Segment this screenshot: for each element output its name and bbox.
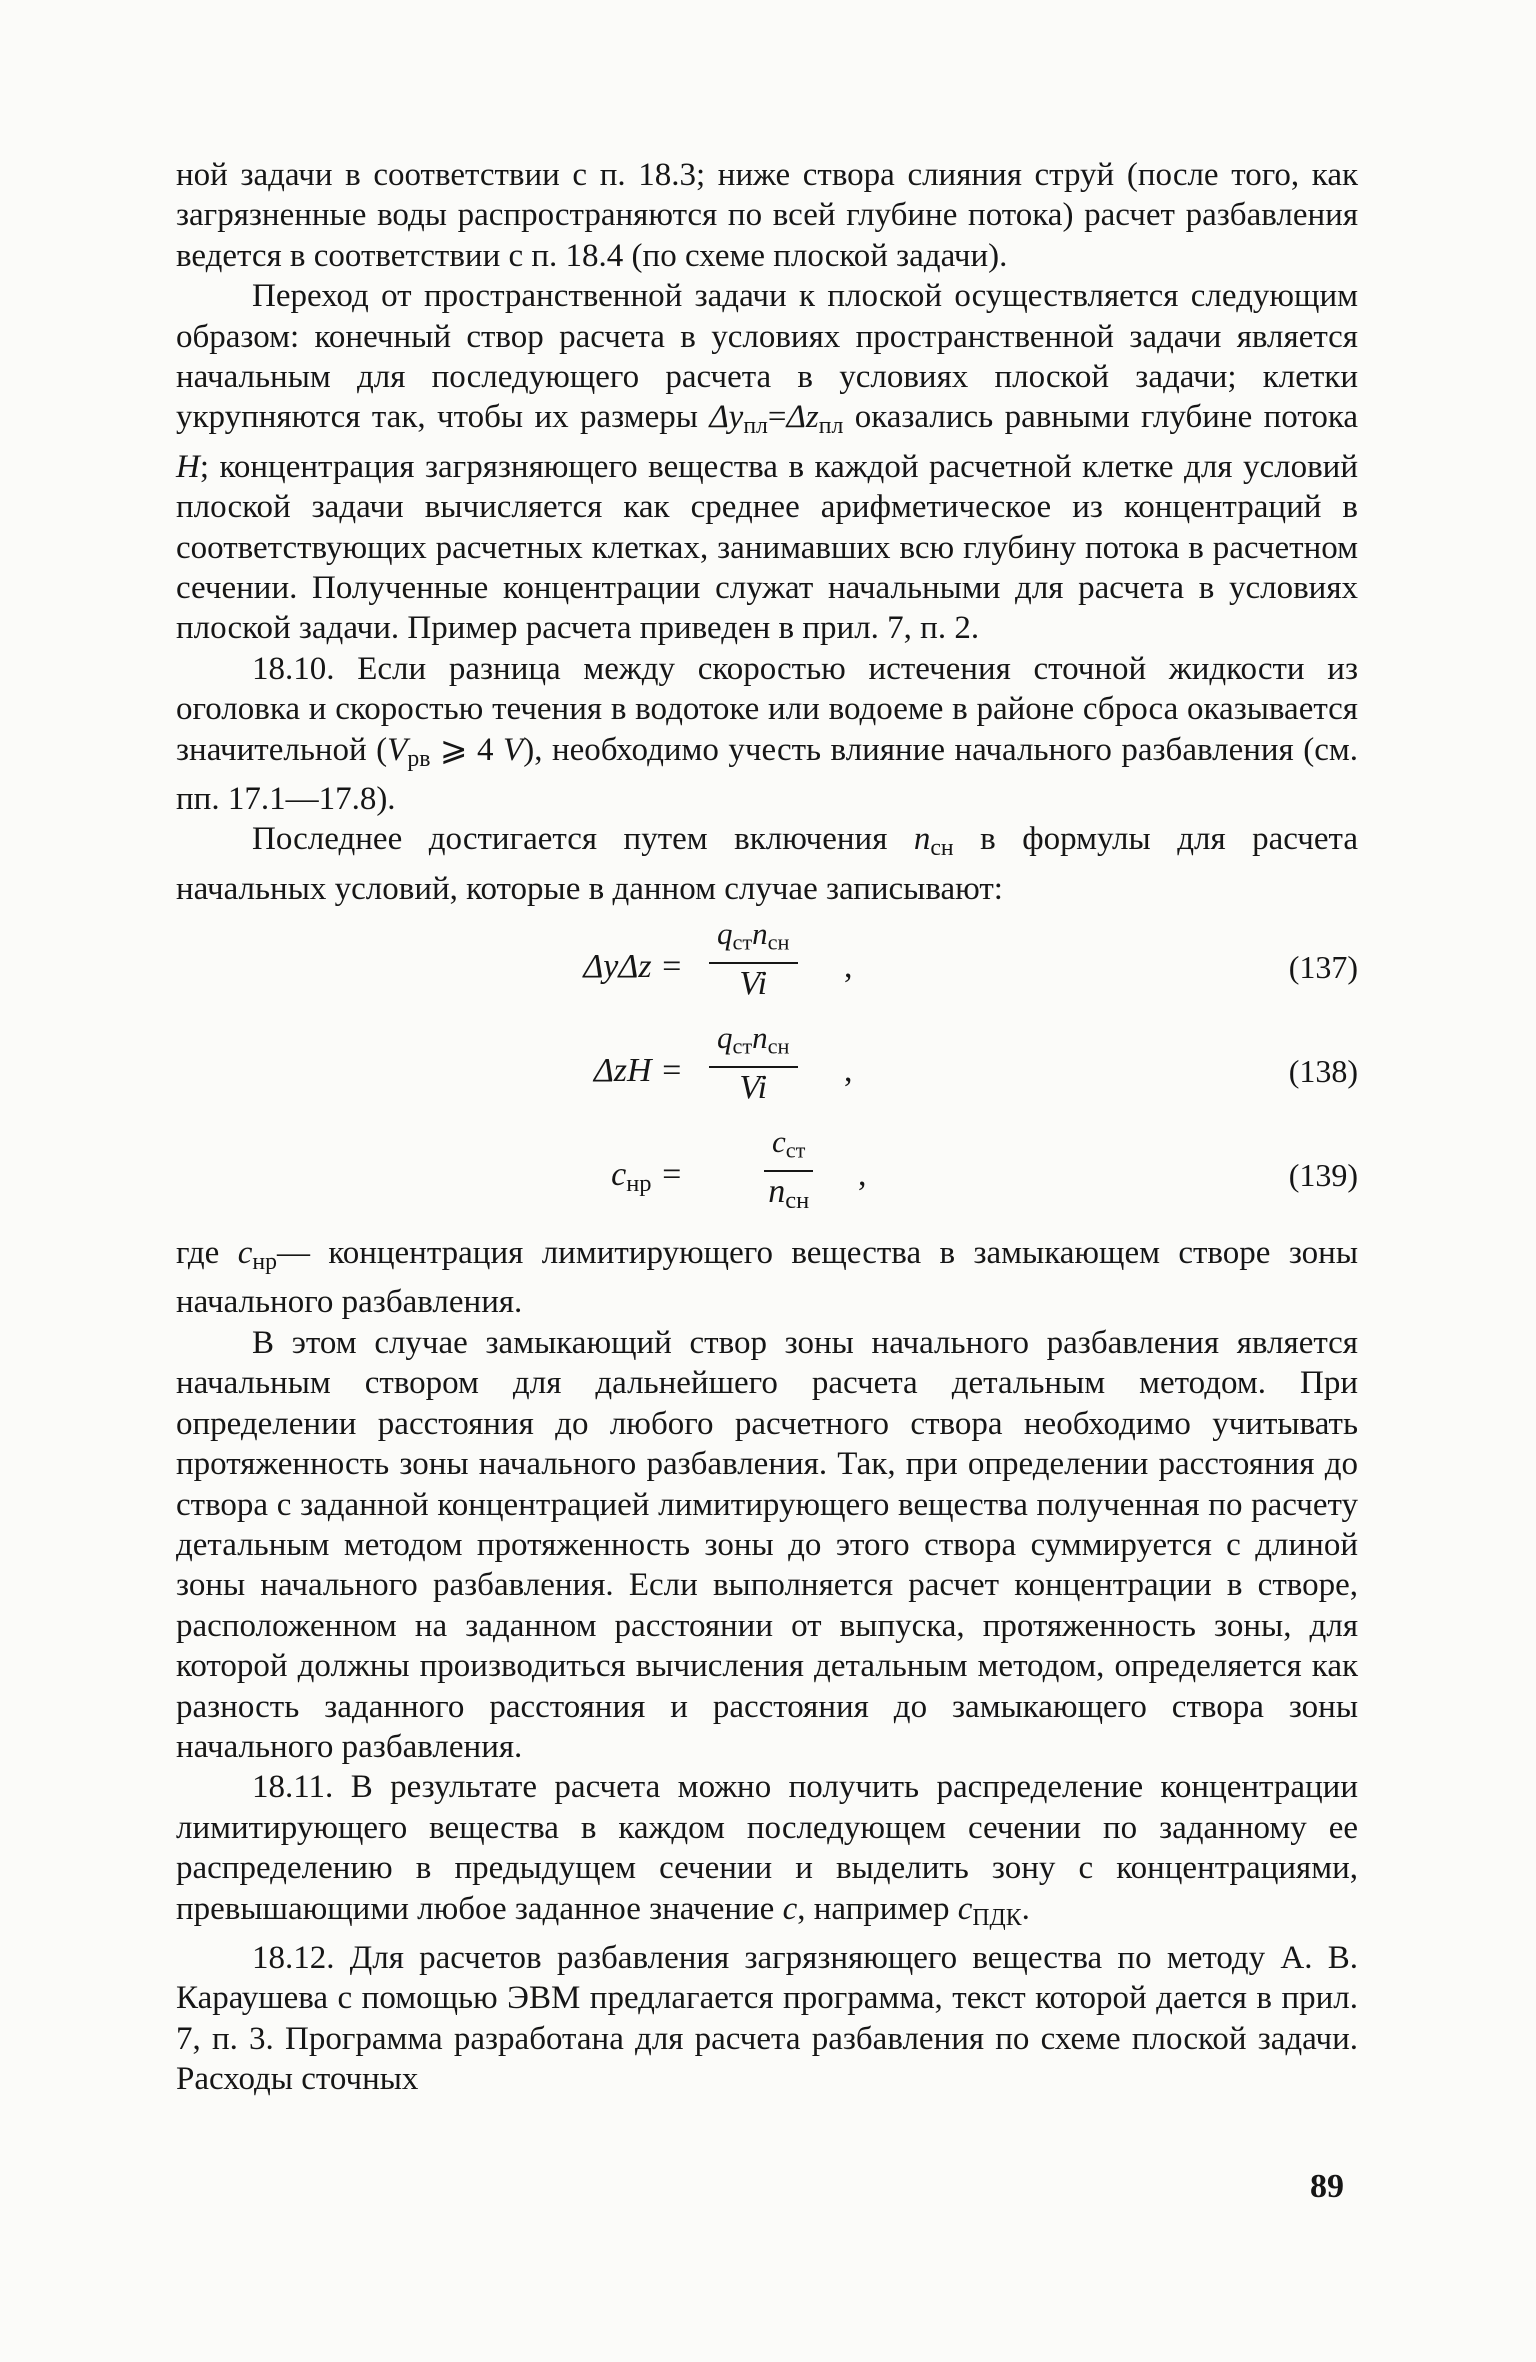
paragraph-3	[176, 649, 1358, 820]
math-var: Δz	[786, 399, 819, 436]
paragraph-4	[176, 819, 1358, 909]
math-sub: ст	[732, 1033, 753, 1059]
paragraph-7	[176, 1767, 1358, 1938]
math-sub: пл	[743, 413, 768, 440]
equation-lhs: ΔyΔz =	[583, 948, 683, 986]
paragraph-5	[176, 1233, 1358, 1323]
text-run: оказались равными глубине потока	[843, 399, 1358, 436]
math-var: n	[752, 1020, 768, 1056]
paragraph-8: 18.12. Для расчетов разбавления загрязняющего вещества по методу А. В. Караушева с помощью ЭВМ предлагается программа, текст которой дается в прил. 7, п. 3. Программа разработана для расчета разбавления по схеме плоской задачи. Расходы сточных	[176, 1939, 1358, 2098]
paragraph-1: ной задачи в соответствии с п. 18.3; ниже створа слияния струй (после того, как загрязненные воды распространяются по всей глубине потока) расчет разбавления ведется в соответствии с п. 18.4 (по схеме плоской задачи).	[176, 157, 1358, 274]
equation-138	[176, 1013, 1358, 1117]
math-var: n	[768, 1172, 786, 1210]
math-var: c	[772, 1124, 786, 1160]
text-run: 18.10. Если разница между скоростью истечения сточной жидкости из оголовка и скоростью течения в водотоке или водоеме в районе сброса оказывается значительной (	[176, 650, 1358, 768]
math-var: Δy	[709, 399, 744, 436]
math-var: V	[387, 731, 408, 768]
equation-number: (139)	[1288, 1157, 1358, 1194]
paragraph-6: В этом случае замыкающий створ зоны начального разбавления является начальным створом для дальнейшего расчета детальным методом. При определении расстояния до любого расчетного створа необходимо учитывать протяженность зоны начального разбавления. Так, при определении расстояния до створа с заданной концентрацией лимитирующего вещества полученная по расчету детальным методом протяженность зоны до этого створа суммируется с длиной зоны начального разбавления. Если выполняется расчет концентрации в створе, расположенном на заданном расстоянии от выпуска, протяженность зоны, для которой должны производиться вычисления детальным методом, определяется как разность заданного расстояния и расстояния до замыкающего створа зоны начального разбавления.	[176, 1324, 1358, 1765]
equation-number: (137)	[1288, 949, 1358, 986]
fraction-numerator	[709, 915, 798, 964]
equation-fraction	[709, 915, 798, 1004]
math-sub: ст	[785, 1137, 806, 1163]
fraction-numerator	[764, 1123, 813, 1172]
equation-number: (138)	[1288, 1053, 1358, 1090]
math-sub: сн	[767, 1033, 790, 1059]
math-var: V	[503, 731, 524, 768]
fraction-denominator: Vi	[739, 964, 768, 1002]
math-sub: нр	[252, 1249, 277, 1276]
text-run: в формулы для расчета начальных условий, которые в данном случае записывают:	[176, 821, 1358, 907]
equation-fraction	[764, 1123, 813, 1221]
equation-comma: ,	[858, 1156, 867, 1194]
math-var: H	[176, 448, 200, 485]
text-run: 18.11. В результате расчета можно получить распределение концентрации лимитирующего вещества в каждом последующем сечении по заданному ее распределению в предыдущем сечении и выделить зону с концентрациями, превышающими любое заданное значение	[176, 1769, 1358, 1927]
math-sub: нр	[626, 1170, 652, 1198]
paragraph-2	[176, 276, 1358, 649]
math-var: c	[237, 1235, 253, 1272]
equation-139	[176, 1117, 1358, 1233]
fraction-denominator: Vi	[739, 1068, 768, 1106]
equation-lhs	[611, 1155, 683, 1205]
math-sub: сн	[785, 1186, 810, 1214]
text-run: Переход от пространственной задачи к плоской осуществляется следующим образом: конечный створ расчета в условиях пространственной задачи является начальным для последующего расчета в условиях плоской задачи; клетки укрупняются так, чтобы их размеры	[176, 278, 1358, 436]
math-var: n	[913, 821, 931, 858]
fraction-denominator	[768, 1172, 809, 1221]
math-sub: пл	[818, 413, 844, 440]
math-op: =	[651, 1156, 683, 1194]
equation-lhs: ΔzH =	[593, 1052, 683, 1090]
text-run: ; концентрация загрязняющего вещества в каждой расчетной клетке для условий плоской задачи вычисляется как среднее арифметическое из концентраций в соответствующих расчетных клетках, занимавших всю глубину потока в расчетном сечении. Полученные концентрации служат начальными для расчета в условиях плоской задачи. Пример расчета приведен в прил. 7, п. 2.	[176, 448, 1358, 647]
page-number: 89	[1310, 2168, 1344, 2205]
math-sub: рв	[407, 745, 431, 772]
math-var: q	[717, 916, 733, 952]
math-var: c	[782, 1890, 798, 1927]
text-run: ), необходимо учесть влияние начального разбавления (см. пп. 17.1—17.8).	[176, 731, 1358, 817]
text-run: .	[1021, 1890, 1030, 1927]
text-run: Последнее достигается путем включения	[252, 821, 914, 858]
math-sub: сн	[930, 835, 954, 862]
math-var: n	[752, 916, 768, 952]
math-var: q	[717, 1020, 733, 1056]
math-sub: ПДК	[972, 1904, 1022, 1931]
equation-comma: ,	[844, 1052, 853, 1090]
text-run: , например	[797, 1890, 958, 1927]
fraction-numerator	[709, 1019, 798, 1068]
equation-137	[176, 909, 1358, 1013]
math-var: c	[611, 1156, 627, 1194]
math-sub: ст	[732, 929, 753, 955]
body-text	[176, 155, 1358, 2100]
math-op: ⩾ 4	[430, 731, 504, 768]
math-op: =	[767, 399, 787, 436]
equation-fraction	[709, 1019, 798, 1108]
math-sub: сн	[767, 929, 790, 955]
equation-comma: ,	[844, 948, 853, 986]
text-run: где	[176, 1235, 238, 1272]
text-run: — концентрация лимитирующего вещества в замыкающем створе зоны начального разбавления.	[176, 1235, 1358, 1321]
math-var: c	[957, 1890, 973, 1927]
